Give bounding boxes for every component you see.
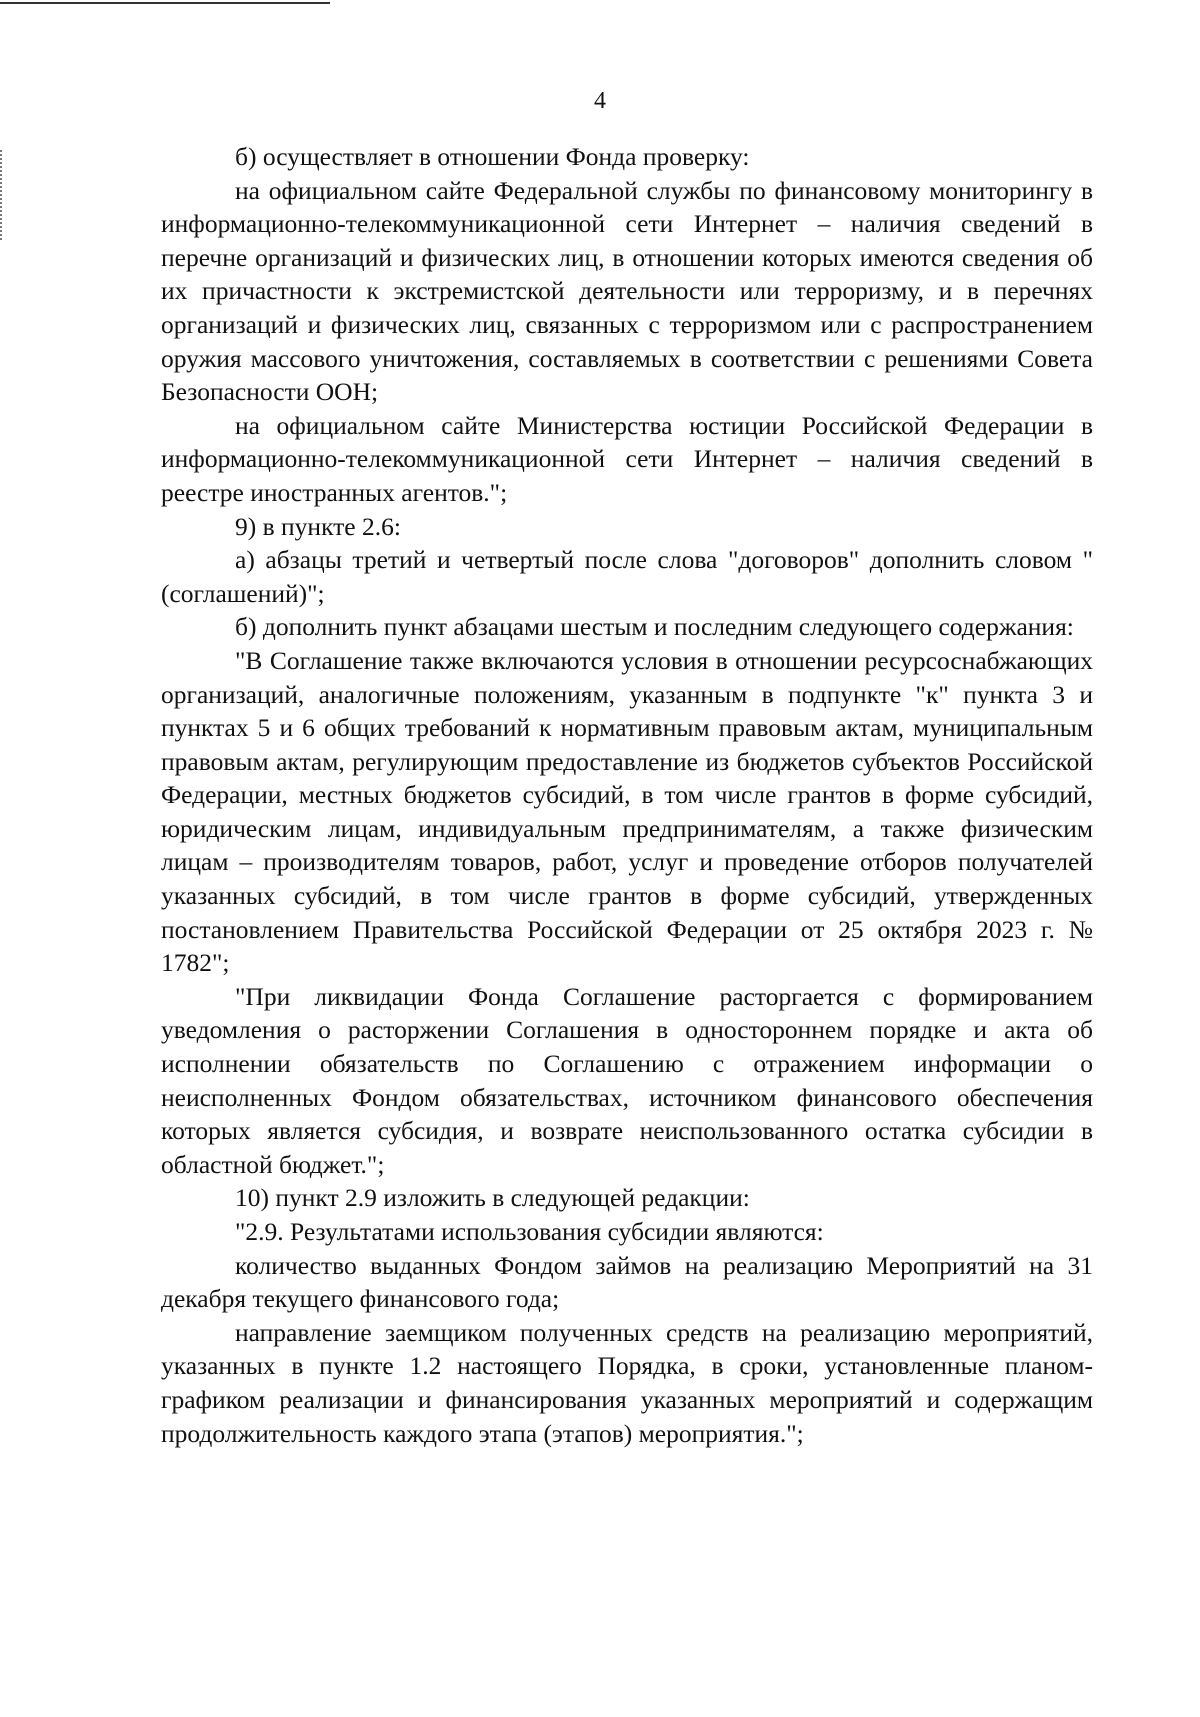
paragraph-fund-liquidation: "При ликвидации Фонда Соглашение расторгается с формированием уведомления о расторжении Соглашения в одностороннем порядке и акта об исполнении обязательств по Соглашению с отражением информации о неисполненных Фондом обязательствах, источником финансового обеспечения которых является субсидия, и возврате неиспользованного остатка субсидии в областной бюджет."; <box>161 981 1093 1179</box>
paragraph-funds-direction: направление заемщиком полученных средств на реализацию мероприятий, указанных в пункте 1.2 настоящего Порядка, в сроки, установленные планом-графиком реализации и финансирования указанных мероприятий и содержащим продолжительность каждого этапа (этапов) мероприятия."; <box>161 1317 1093 1448</box>
paragraph-verification-intro: б) осуществляет в отношении Фонда проверку: <box>235 142 750 171</box>
paragraph-rosfinmonitoring-check: на официальном сайте Федеральной службы по финансовому мониторингу в информационно-телекоммуникационной сети Интернет – наличия сведений в перечне организаций и физических лиц, в отношении которых имеются сведения об их причастности к экстремистской деятельности или терроризму, и в перечнях организаций и физических лиц, связанных с терроризмом или с распространением оружия массового уничтожения, составляемых в соответствии с решениями Совета Безопасности ООН; <box>161 175 1093 407</box>
paragraph-item-9a: а) абзацы третий и четвертый после слова "договоров" дополнить словом "(соглашений)"; <box>161 545 1093 608</box>
page-number: 4 <box>594 88 606 114</box>
paragraph-agreement-conditions: "В Соглашение также включаются условия в отношении ресурсоснабжающих организаций, аналогичные положениям, указанным в подпункте "к" пункта 3 и пунктах 5 и 6 общих требований к нормативным правовым актам, муниципальным правовым актам, регулирующим предоставление из бюджетов субъектов Российской Федерации, местных бюджетов субсидий, в том числе грантов в форме субсидий, юридическим лицам, индивидуальным предпринимателям, а также физическим лицам – производителям товаров, работ, услуг и проведение отборов получателей указанных субсидий, в том числе грантов в форме субсидий, утвержденных постановлением Правительства Российской Федерации от 25 октября 2023 г. № 1782"; <box>161 645 1093 978</box>
paragraph-item-9: 9) в пункте 2.6: <box>235 511 401 541</box>
scan-edge-line <box>0 2 330 4</box>
paragraph-minjust-check: на официальном сайте Министерства юстиции Российской Федерации в информационно-телекоммуникационной сети Интернет – наличия сведений в реестре иностранных агентов."; <box>161 410 1093 507</box>
paragraph-item-9b: б) дополнить пункт абзацами шестым и последним следующего содержания: <box>235 612 1074 642</box>
paragraph-loans-count: количество выданных Фондом займов на реализацию Мероприятий на 31 декабря текущего финансового года; <box>161 1250 1093 1314</box>
paragraph-item-10: 10) пункт 2.9 изложить в следующей редакции: <box>235 1183 750 1213</box>
scan-margin-marks <box>0 150 5 240</box>
document-body <box>161 140 1093 1450</box>
paragraph-results-heading: "2.9. Результатами использования субсидии являются: <box>235 1217 824 1246</box>
